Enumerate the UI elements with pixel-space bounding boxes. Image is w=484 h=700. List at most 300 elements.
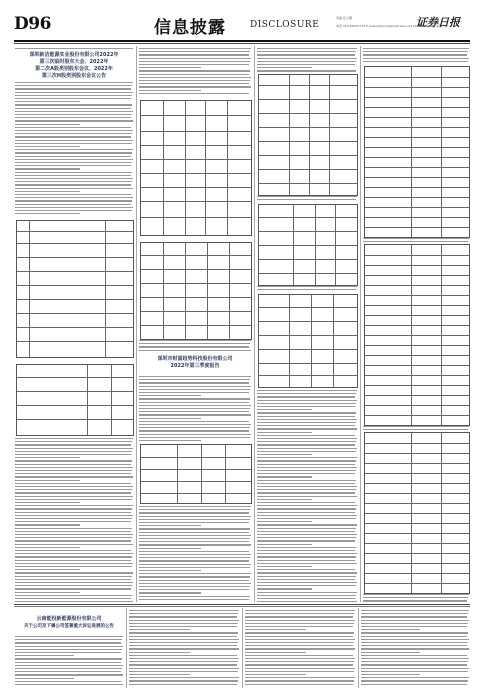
text-line xyxy=(15,476,133,477)
text-line xyxy=(139,51,250,52)
text-line xyxy=(257,390,357,391)
text-line xyxy=(257,547,356,548)
text-line xyxy=(257,51,356,52)
title-line: 第三次临时股东大会、2022年 xyxy=(39,59,109,65)
text-line xyxy=(15,515,133,516)
text-line xyxy=(15,457,80,458)
text-line xyxy=(257,476,312,477)
financial-table xyxy=(140,100,252,236)
text-line xyxy=(15,652,121,653)
text-line xyxy=(139,350,251,351)
text-line xyxy=(129,671,238,672)
text-line xyxy=(139,343,250,344)
text-line xyxy=(361,610,469,611)
text-line xyxy=(15,124,80,125)
column-divider xyxy=(254,46,255,602)
text-line xyxy=(139,516,251,517)
text-line xyxy=(15,184,131,185)
text-line xyxy=(15,175,131,176)
text-line xyxy=(139,398,250,399)
text-line xyxy=(139,64,249,65)
text-line xyxy=(139,80,250,81)
text-line xyxy=(257,289,356,290)
text-line xyxy=(257,483,355,484)
text-line xyxy=(139,554,251,555)
text-line xyxy=(245,642,354,643)
text-line xyxy=(15,194,131,195)
text-line xyxy=(15,674,123,675)
text-line xyxy=(245,626,353,627)
text-line xyxy=(15,200,132,201)
bottom-column-2 xyxy=(128,608,240,688)
text-line xyxy=(139,548,201,549)
text-line xyxy=(139,535,251,536)
masthead xyxy=(14,14,470,40)
text-line xyxy=(363,241,468,242)
text-line xyxy=(257,467,357,468)
text-line xyxy=(15,649,122,650)
text-line xyxy=(129,642,238,643)
text-line xyxy=(15,168,80,169)
text-line xyxy=(139,528,250,529)
text-line xyxy=(15,159,133,160)
financial-table xyxy=(258,294,358,388)
text-line xyxy=(15,438,133,439)
bottom-section-rule-thin xyxy=(14,606,470,607)
text-line xyxy=(257,592,357,593)
text-line xyxy=(257,403,356,404)
text-line xyxy=(361,642,468,643)
text-line xyxy=(15,470,132,471)
text-line xyxy=(363,429,468,430)
text-line xyxy=(363,54,467,55)
column-2 xyxy=(138,46,252,606)
newspaper-logo: 证券日报 xyxy=(416,16,460,29)
vote-table xyxy=(16,220,134,358)
text-line xyxy=(15,483,131,484)
text-line xyxy=(257,416,355,417)
text-line xyxy=(129,639,239,640)
text-line xyxy=(361,674,420,675)
bottom-section-rule xyxy=(14,604,470,605)
text-line xyxy=(139,382,249,383)
text-line xyxy=(257,54,355,55)
text-line xyxy=(15,553,133,554)
bottom-column-4 xyxy=(360,608,470,688)
text-line xyxy=(139,592,201,593)
text-line xyxy=(257,576,356,577)
text-line xyxy=(15,646,123,647)
income-statement-table xyxy=(364,244,470,426)
text-line xyxy=(257,435,355,436)
column-divider xyxy=(358,608,359,688)
text-line xyxy=(129,674,190,675)
text-line xyxy=(15,639,122,640)
section-title-en: DISCLOSURE xyxy=(250,20,320,30)
text-line xyxy=(257,534,357,535)
text-line xyxy=(15,508,132,509)
announcement-title xyxy=(14,616,124,630)
text-line xyxy=(15,473,131,474)
text-line xyxy=(361,626,467,627)
text-line xyxy=(129,677,239,678)
text-line xyxy=(257,464,355,465)
text-line xyxy=(139,392,249,393)
text-line xyxy=(139,570,201,571)
text-line xyxy=(363,600,467,601)
text-line xyxy=(129,648,239,649)
text-line xyxy=(245,632,354,633)
text-line xyxy=(15,130,133,131)
title-line: 云南能投新能源股份有限公司 xyxy=(36,616,102,622)
text-line xyxy=(139,506,251,507)
text-line xyxy=(245,658,355,659)
text-line xyxy=(257,400,357,401)
text-line xyxy=(257,457,357,458)
text-line xyxy=(139,340,251,341)
text-line xyxy=(257,460,356,461)
text-line xyxy=(257,425,355,426)
report-title xyxy=(138,356,252,370)
masthead-rule-thin xyxy=(14,43,470,44)
text-line xyxy=(129,661,238,662)
text-line xyxy=(257,524,357,525)
text-line xyxy=(15,598,131,599)
text-line xyxy=(257,419,357,420)
text-line xyxy=(139,573,251,574)
text-line xyxy=(15,88,131,89)
text-line xyxy=(139,411,249,412)
text-line xyxy=(257,553,357,554)
text-line xyxy=(139,519,250,520)
text-line xyxy=(139,541,249,542)
text-line xyxy=(257,393,356,394)
text-line xyxy=(361,655,467,656)
text-line xyxy=(245,671,354,672)
text-line xyxy=(257,199,356,200)
text-line xyxy=(15,82,133,83)
text-line xyxy=(139,532,249,533)
text-line xyxy=(139,551,249,552)
text-line xyxy=(139,589,249,590)
text-line xyxy=(139,48,251,49)
text-line xyxy=(15,592,80,593)
text-line xyxy=(15,636,123,637)
balance-sheet-table xyxy=(364,66,470,238)
masthead-rule xyxy=(14,40,470,42)
text-line xyxy=(139,346,249,347)
text-line xyxy=(361,658,469,659)
text-line xyxy=(257,537,356,538)
text-line xyxy=(257,563,357,564)
text-line xyxy=(257,531,355,532)
title-line: 深圳新洁能源实业股份有限公司2022年 xyxy=(29,52,119,58)
text-line xyxy=(257,492,355,493)
text-line xyxy=(257,556,356,557)
text-line xyxy=(139,386,251,387)
text-line xyxy=(245,616,353,617)
text-line xyxy=(245,655,353,656)
text-line xyxy=(245,668,355,669)
text-line xyxy=(15,496,133,497)
text-line xyxy=(15,560,131,561)
text-line xyxy=(15,534,133,535)
text-line xyxy=(15,566,132,567)
text-line xyxy=(363,238,469,239)
text-line xyxy=(245,639,355,640)
text-line xyxy=(139,437,250,438)
text-line xyxy=(129,629,190,630)
text-line xyxy=(139,379,250,380)
text-line xyxy=(139,560,249,561)
text-line xyxy=(15,104,132,105)
text-line xyxy=(257,438,357,439)
text-line xyxy=(129,680,238,681)
text-line xyxy=(361,668,469,669)
text-line xyxy=(139,418,201,419)
text-line xyxy=(15,133,132,134)
cash-flow-table xyxy=(364,432,470,594)
text-line xyxy=(257,454,312,455)
text-line xyxy=(257,502,355,503)
text-line xyxy=(15,188,133,189)
text-line xyxy=(15,655,74,656)
text-line xyxy=(15,480,80,481)
text-line xyxy=(15,662,121,663)
text-line xyxy=(257,508,356,509)
text-line xyxy=(15,441,132,442)
text-line xyxy=(15,499,132,500)
text-line xyxy=(257,518,356,519)
title-line: 2022年第三季度报告 xyxy=(170,363,220,369)
text-line xyxy=(257,512,355,513)
text-line xyxy=(139,430,249,431)
text-line xyxy=(129,626,237,627)
text-line xyxy=(129,652,190,653)
text-line xyxy=(363,61,468,62)
text-line xyxy=(139,408,250,409)
text-line xyxy=(245,610,355,611)
text-line xyxy=(15,197,133,198)
text-line xyxy=(15,489,132,490)
text-line xyxy=(15,127,131,128)
text-line xyxy=(15,210,132,211)
text-line xyxy=(15,658,122,659)
text-line xyxy=(139,583,251,584)
text-line xyxy=(15,467,133,468)
text-line xyxy=(15,528,132,529)
text-line xyxy=(245,684,353,685)
page-number: D96 xyxy=(14,14,51,34)
text-line xyxy=(15,582,133,583)
text-line xyxy=(257,572,357,573)
text-line xyxy=(139,421,249,422)
text-line xyxy=(245,652,306,653)
text-line xyxy=(15,521,131,522)
text-line xyxy=(15,544,133,545)
text-line xyxy=(257,409,312,410)
text-line xyxy=(257,196,357,197)
text-line xyxy=(257,582,357,583)
bottom-column-3 xyxy=(244,608,356,688)
text-line xyxy=(257,544,312,545)
text-line xyxy=(257,428,357,429)
text-line xyxy=(15,85,132,86)
text-line xyxy=(257,473,355,474)
text-line xyxy=(361,648,469,649)
text-line xyxy=(15,492,131,493)
text-line xyxy=(15,684,123,685)
text-line xyxy=(257,540,355,541)
text-line xyxy=(257,528,356,529)
text-line xyxy=(129,655,237,656)
text-line xyxy=(257,588,312,589)
text-line xyxy=(257,601,357,602)
text-line xyxy=(15,588,131,589)
text-line xyxy=(361,680,468,681)
text-line xyxy=(139,389,250,390)
text-line xyxy=(361,629,420,630)
text-line xyxy=(15,642,121,643)
text-line xyxy=(361,677,469,678)
text-line xyxy=(15,569,80,570)
text-line xyxy=(361,632,468,633)
column-divider xyxy=(136,46,137,602)
text-line xyxy=(139,54,249,55)
text-line xyxy=(15,98,131,99)
text-line xyxy=(257,448,357,449)
text-line xyxy=(15,502,80,503)
text-line xyxy=(15,204,131,205)
text-line xyxy=(15,537,132,538)
text-line xyxy=(15,563,133,564)
text-line xyxy=(257,489,356,490)
text-line xyxy=(129,616,237,617)
column-divider xyxy=(126,608,127,688)
text-line xyxy=(245,636,353,637)
text-line xyxy=(257,422,356,423)
text-line xyxy=(15,181,132,182)
text-line xyxy=(257,585,356,586)
text-line xyxy=(15,576,132,577)
text-line xyxy=(129,610,239,611)
text-line xyxy=(361,661,468,662)
text-line xyxy=(15,518,132,519)
financial-table xyxy=(258,204,358,286)
text-line xyxy=(15,120,133,121)
text-line xyxy=(15,448,133,449)
text-line xyxy=(15,101,80,102)
text-line xyxy=(139,90,201,91)
text-line xyxy=(15,136,131,137)
text-line xyxy=(257,598,355,599)
text-line xyxy=(139,512,249,513)
text-line xyxy=(15,143,132,144)
text-line xyxy=(139,544,251,545)
text-line xyxy=(15,678,74,679)
text-line xyxy=(15,505,133,506)
title-line: 第二次A股类别股东会议、2022年 xyxy=(35,66,113,72)
text-line xyxy=(15,165,131,166)
text-line xyxy=(15,48,133,49)
text-line xyxy=(245,645,353,646)
text-line xyxy=(15,117,131,118)
text-line xyxy=(15,681,121,682)
text-line xyxy=(245,661,354,662)
text-line xyxy=(257,550,355,551)
text-line xyxy=(129,664,237,665)
text-line xyxy=(139,576,250,577)
text-line xyxy=(15,460,132,461)
text-line xyxy=(15,464,131,465)
text-line xyxy=(257,579,355,580)
bottom-announcement xyxy=(14,608,124,688)
text-line xyxy=(139,414,251,415)
text-line xyxy=(257,486,357,487)
text-line xyxy=(245,677,355,678)
text-line xyxy=(257,566,312,567)
text-line xyxy=(257,61,356,62)
financial-table xyxy=(140,444,252,504)
text-line xyxy=(139,83,249,84)
text-line xyxy=(139,434,251,435)
text-line xyxy=(15,531,131,532)
text-line xyxy=(257,396,355,397)
text-line xyxy=(139,580,249,581)
text-line xyxy=(15,95,132,96)
text-line xyxy=(257,496,357,497)
text-line xyxy=(139,376,251,377)
text-line xyxy=(257,67,312,68)
text-line xyxy=(257,505,357,506)
text-line xyxy=(257,412,356,413)
text-line xyxy=(15,451,132,452)
text-line xyxy=(361,636,467,637)
text-line xyxy=(257,406,355,407)
text-line xyxy=(245,620,355,621)
text-line xyxy=(129,632,238,633)
text-line xyxy=(129,684,237,685)
announcement-title xyxy=(14,52,134,80)
text-line xyxy=(257,521,312,522)
text-line xyxy=(15,572,133,573)
text-line xyxy=(15,149,133,150)
text-line xyxy=(361,623,468,624)
text-line xyxy=(15,191,80,192)
text-line xyxy=(245,674,306,675)
text-line xyxy=(139,567,250,568)
text-line xyxy=(245,623,354,624)
text-line xyxy=(15,162,132,163)
text-line xyxy=(15,486,133,487)
contact-info: 电话 010-63070770 E-mail:zqrbxxpl@zqrb.sina.net 2023年1月21日 星期六 xyxy=(336,24,446,28)
text-line xyxy=(15,152,132,153)
text-line xyxy=(15,585,132,586)
text-line xyxy=(15,512,131,513)
text-line xyxy=(257,560,355,561)
text-line xyxy=(257,595,356,596)
text-line xyxy=(257,451,356,452)
text-line xyxy=(257,569,355,570)
text-line xyxy=(129,613,238,614)
text-line xyxy=(361,684,467,685)
text-line xyxy=(363,58,469,59)
text-line xyxy=(15,146,80,147)
text-line xyxy=(361,664,467,665)
text-line xyxy=(139,77,251,78)
text-line xyxy=(257,444,355,445)
text-line xyxy=(361,671,468,672)
